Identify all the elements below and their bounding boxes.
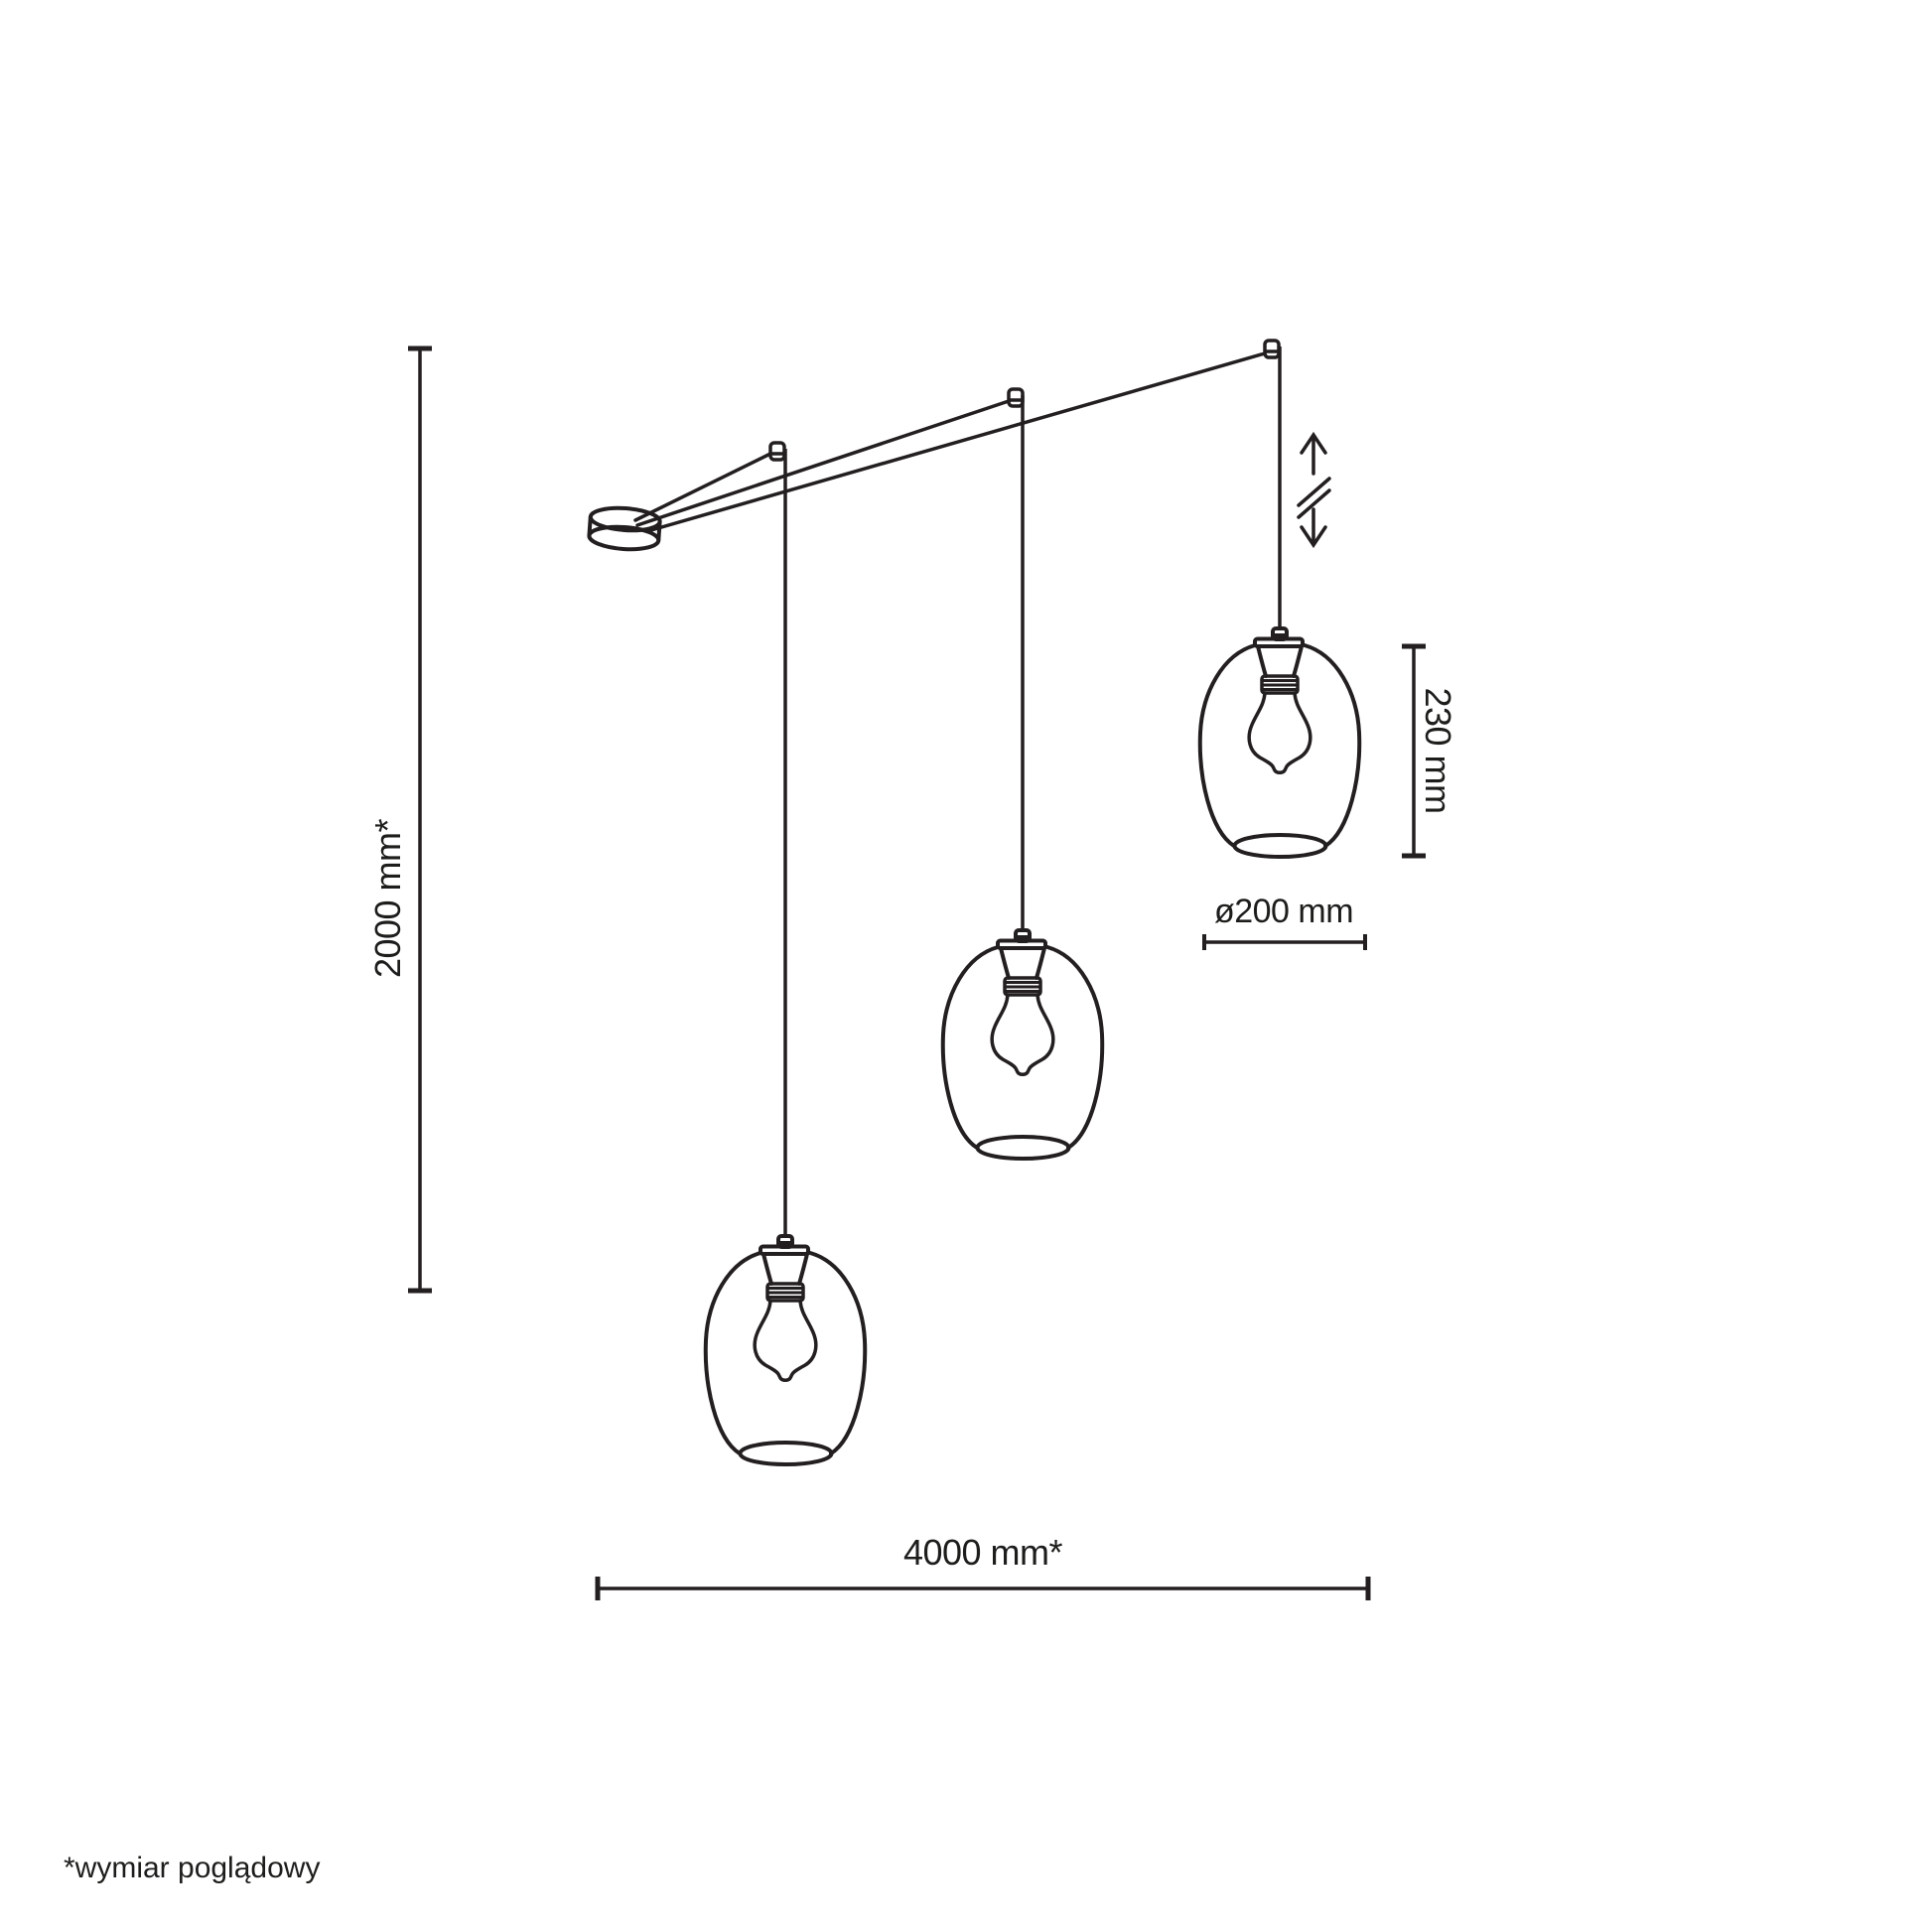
footnote-text: *wymiar poglądowy — [64, 1852, 321, 1884]
height-dimension-line — [408, 348, 432, 1291]
suspension-cable-2 — [637, 401, 1009, 525]
shade-diameter-dimension-label: ø200 mm — [1213, 893, 1354, 930]
shade-height-dimension-label: 230 mm — [1418, 687, 1458, 814]
suspension-cable-3 — [651, 353, 1265, 530]
pendant-lamp-right — [1200, 628, 1359, 857]
cable-anchor-2 — [1009, 389, 1024, 406]
adjustable-height-arrow-icon — [1299, 435, 1329, 545]
width-dimension-line — [598, 1577, 1368, 1600]
shade-diameter-dimension-line — [1204, 934, 1365, 950]
pendant-lamp-left — [706, 1236, 865, 1464]
cable-anchor-3 — [1265, 341, 1280, 357]
width-dimension-label: 4000 mm* — [902, 1532, 1063, 1573]
ceiling-canopy — [589, 506, 661, 552]
cable-anchor-1 — [770, 443, 785, 460]
height-dimension-label: 2000 mm* — [367, 818, 408, 979]
pendant-lamp-middle — [943, 930, 1102, 1159]
